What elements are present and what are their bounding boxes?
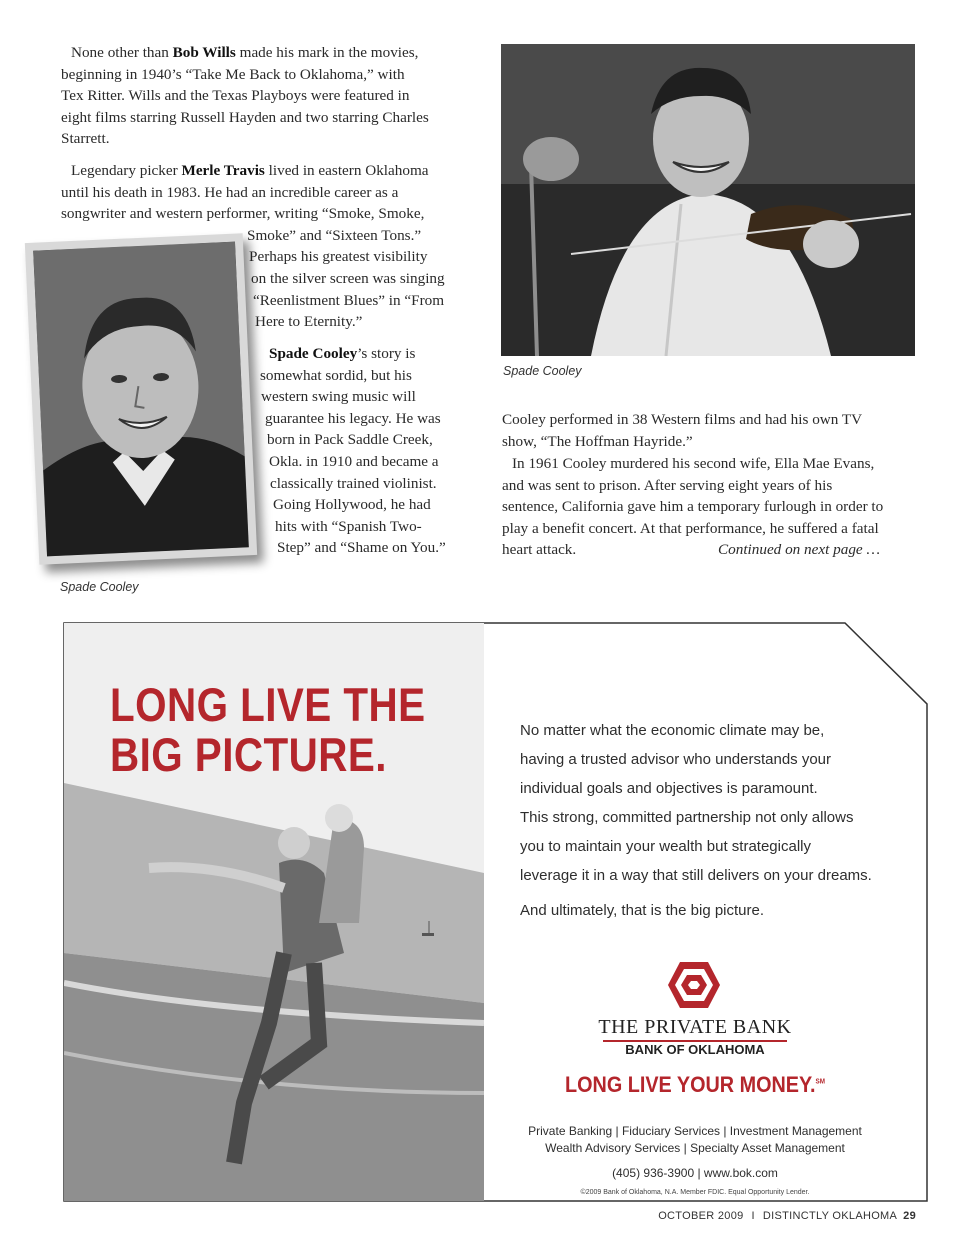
text-line: classically trained violinist. xyxy=(270,474,437,492)
page-number: 29 xyxy=(903,1210,916,1222)
portrait-illustration xyxy=(33,242,249,557)
text-line: eight films starring Russell Hayden and two starring Charles xyxy=(61,108,429,126)
headline-line-1: LONG LIVE THE xyxy=(110,678,426,731)
text-line: play a benefit concert. At that performance, he suffered a fatal xyxy=(502,519,879,537)
text-line: Okla. in 1910 and became a xyxy=(269,452,439,470)
ad-body-line: This strong, committed partnership not only allows xyxy=(520,809,854,826)
text-line: Cooley performed in 38 Western films and had his own TV xyxy=(502,411,863,428)
text-line: Step” and “Shame on You.” xyxy=(277,539,446,557)
text-line: hits with “Spanish Two- xyxy=(275,517,422,535)
text-line: songwriter and western performer, writing “Smoke, Smoke, xyxy=(61,205,425,223)
ad-headline xyxy=(110,680,425,780)
text-line: somewhat sordid, but his xyxy=(260,366,412,384)
paragraph-bob-wills xyxy=(61,42,429,150)
page-footer xyxy=(658,1210,916,1222)
text-line: heart attack. xyxy=(502,541,577,559)
ad-body-line: you to maintain your wealth but strategically xyxy=(520,838,811,855)
fiddler-illustration xyxy=(501,44,915,356)
text-line: guarantee his legacy. He was xyxy=(265,409,441,427)
ad-body-line: leverage it in a way that still delivers on your dreams. xyxy=(520,867,872,884)
text-line: on the silver screen was singing xyxy=(251,269,445,287)
text-line: Spade Cooley’s story is xyxy=(269,345,416,362)
bank-logo-icon xyxy=(666,960,722,1010)
services-line-2: Wealth Advisory Services | Specialty Asset Management xyxy=(545,1141,845,1155)
text-line: None other than Bob Wills made his mark in the movies, xyxy=(71,44,419,61)
continued-note: Continued on next page … xyxy=(718,541,880,558)
paragraph-cooley-films xyxy=(502,409,862,452)
text-line: “Reenlistment Blues” in “From xyxy=(253,291,445,309)
name-merle-travis: Merle Travis xyxy=(181,162,265,179)
contact-line: (405) 936-3900 | www.bok.com xyxy=(612,1166,778,1180)
footer-issue: OCTOBER 2009 xyxy=(658,1210,744,1222)
portrait-image xyxy=(33,242,249,557)
bank-signature xyxy=(500,960,890,1200)
services-line-1: Private Banking | Fiduciary Services | Investment Management xyxy=(528,1124,862,1138)
text-line: Tex Ritter. Wills and the Texas Playboys were featured in xyxy=(61,87,410,105)
ad-body-line: No matter what the economic climate may be, xyxy=(520,722,825,739)
text-line: show, “The Hoffman Hayride.” xyxy=(502,432,693,450)
text-line: western swing music will xyxy=(261,388,416,406)
ad-closing-line: And ultimately, that is the big picture. xyxy=(520,902,765,919)
footer-separator: I xyxy=(751,1210,755,1222)
legal-disclaimer: ©2009 Bank of Oklahoma, N.A. Member FDIC. Equal Opportunity Lender. xyxy=(580,1189,810,1196)
bank-subname: BANK OF OKLAHOMA xyxy=(625,1042,765,1057)
fiddler-caption: Spade Cooley xyxy=(503,364,582,378)
text-line: Going Hollywood, he had xyxy=(273,496,431,514)
text-line: Smoke” and “Sixteen Tons.” xyxy=(247,226,422,244)
ad-tagline: LONG LIVE YOUR MONEY.℠ xyxy=(565,1072,825,1097)
text-line: born in Pack Saddle Creek, xyxy=(267,431,433,449)
text-line: and was sent to prison. After serving eight years of his xyxy=(502,476,833,494)
text-line: Here to Eternity.” xyxy=(255,313,363,331)
text-line: Legendary picker Merle Travis lived in eastern Oklahoma xyxy=(71,162,429,179)
name-bob-wills: Bob Wills xyxy=(172,44,236,61)
name-spade-cooley: Spade Cooley xyxy=(269,345,358,362)
text-line: In 1961 Cooley murdered his second wife, Ella Mae Evans, xyxy=(512,455,875,472)
spade-cooley-fiddle-photo xyxy=(501,44,915,356)
text-line: Perhaps his greatest visibility xyxy=(249,248,428,266)
bank-name: THE PRIVATE BANK xyxy=(598,1016,792,1038)
headline-line-2: BIG PICTURE. xyxy=(110,728,387,781)
portrait-caption: Spade Cooley xyxy=(60,580,139,594)
service-mark: SM xyxy=(815,1078,825,1086)
spade-cooley-portrait-photo xyxy=(25,233,257,565)
text-line: Starrett. xyxy=(61,130,110,148)
ad-body-line: having a trusted advisor who understands your xyxy=(520,751,832,768)
text-line: sentence, California gave him a temporary furlough in order to xyxy=(502,498,884,516)
text-line: beginning in 1940’s “Take Me Back to Oklahoma,” with xyxy=(61,65,405,83)
text-line: until his death in 1983. He had an incredible career as a xyxy=(61,183,399,201)
footer-publication: DISTINCTLY OKLAHOMA xyxy=(762,1210,898,1222)
ad-body-line: individual goals and objectives is paramount. xyxy=(520,780,818,797)
ad-body-copy xyxy=(520,716,872,890)
